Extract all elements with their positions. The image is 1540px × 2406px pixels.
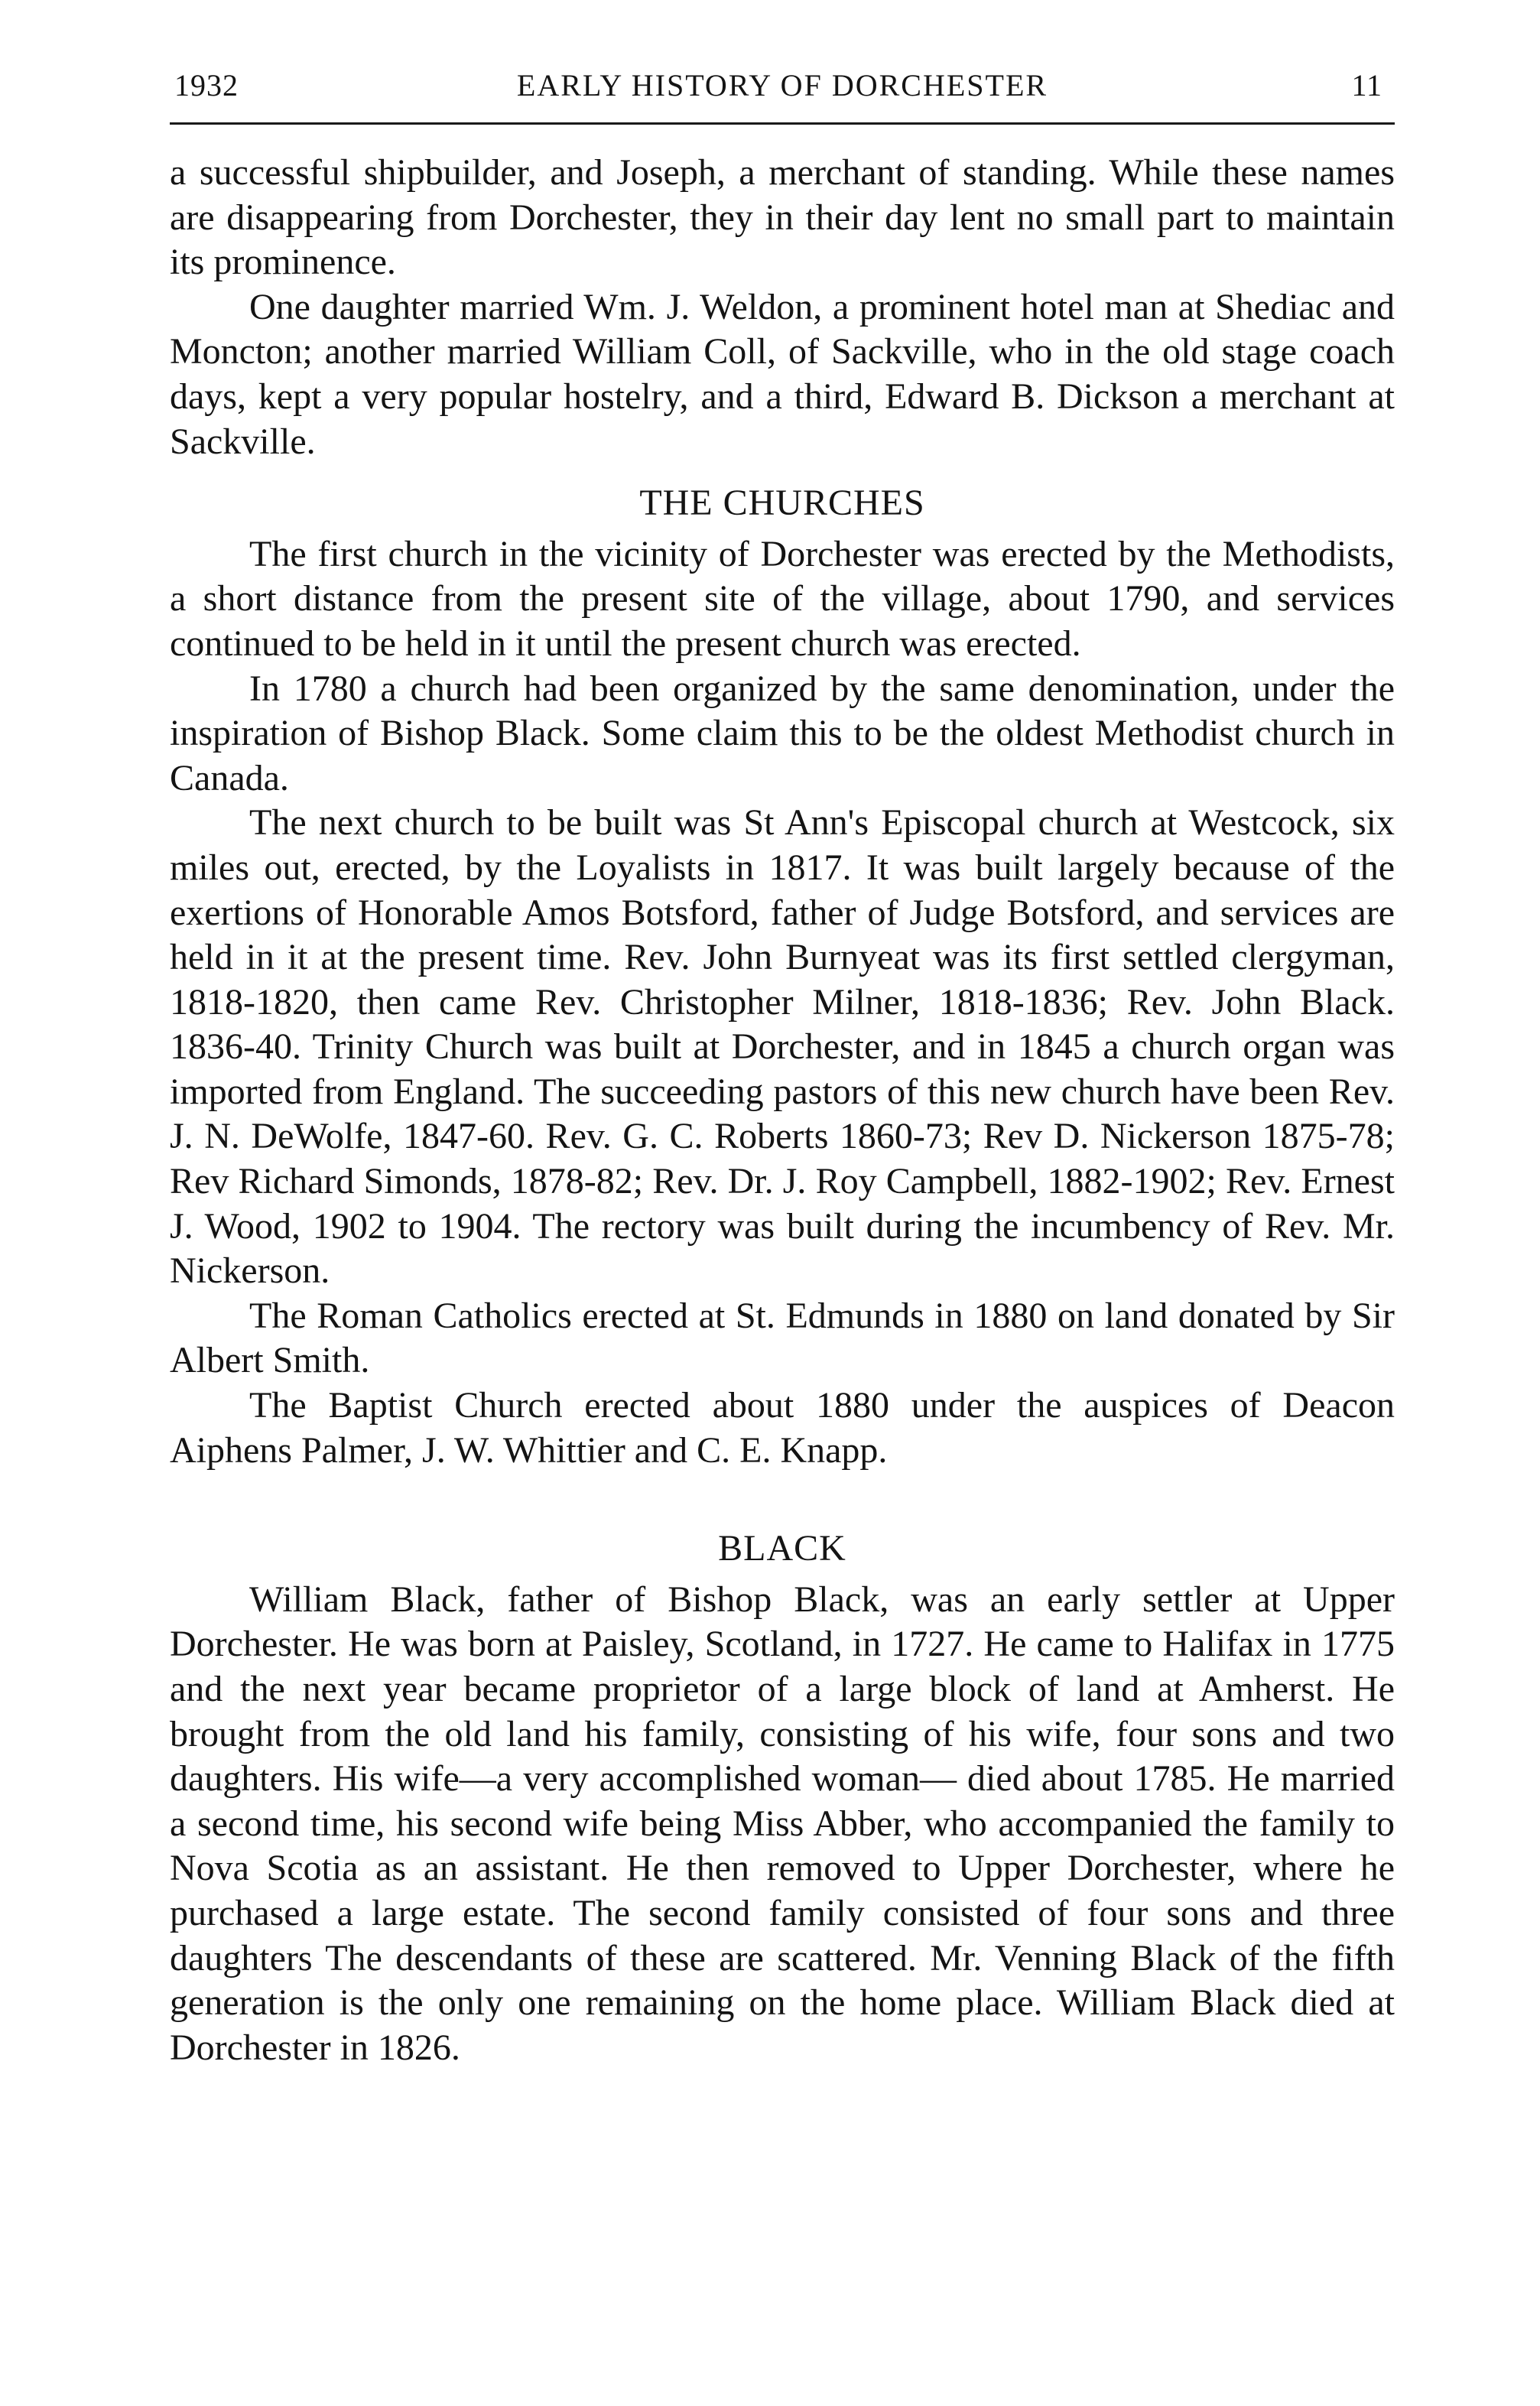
paragraph: The first church in the vicinity of Dorchester was erected by the Methodists, a short distance from the present site of the village, about 1790, and services continued to be held in it until the present church was erected.	[170, 533, 1395, 664]
paragraph: The next church to be built was St Ann's Episcopal church at Westcock, six miles out, erected, by the Loyalists in 1817. It was built largely because of the exertions of Honorable Amos Botsford, father of Judge Botsford, and services are held in it at the present time. Rev. John Burnyeat was its first settled clergyman, 1818-1820, then came Rev. Christopher Milner, 1818-1836; Rev. John Black. 1836-40. Trinity Church was built at Dorchester, and in 1845 a church organ was imported from England. The succeeding pastors of this new church have been Rev. J. N. DeWolfe, 1847-60. Rev. G. C. Roberts 1860-73; Rev D. Nickerson 1875-78; Rev Richard Simonds, 1878-82; Rev. Dr. J. Roy Campbell, 1882-1902; Rev. Ernest J. Wood, 1902 to 1904. The rectory was built during the incumbency of Rev. Mr. Nickerson.	[170, 802, 1395, 1292]
header-rule	[170, 122, 1395, 125]
header-year: 1932	[174, 68, 239, 102]
paragraph: The Baptist Church erected about 1880 under the auspices of Deacon Aiphens Palmer, J. W. Whittier and C. E. Knapp.	[170, 1385, 1395, 1471]
section-heading-black: BLACK	[718, 1528, 846, 1569]
paragraph: In 1780 a church had been organized by the same denomination, under the inspiration of Bishop Black. Some claim this to be the oldest Methodist church in Canada.	[170, 668, 1395, 798]
page-body	[170, 151, 1395, 2070]
section-heading-churches: THE CHURCHES	[639, 483, 925, 524]
paragraph: William Black, father of Bishop Black, was an early settler at Upper Dorchester. He was born at Paisley, Scotland, in 1727. He came to Halifax in 1775 and the next year became proprietor of a large block of land at Amherst. He brought from the old land his family, consisting of his wife, four sons and two daughters. His wife—a very accomplished woman— died about 1785. He married a second time, his second wife being Miss Abber, who accompanied the family to Nova Scotia as an assistant. He then removed to Upper Dorchester, where he purchased a large estate. The second family consisted of four sons and three daughters The descendants of these are scattered. Mr. Venning Black of the fifth generation is the only one remaining on the home place. William Black died at Dorchester in 1826.	[170, 1579, 1395, 2068]
paragraph: a successful shipbuilder, and Joseph, a merchant of standing. While these names are disappearing from Dorchester, they in their day lent no small part to maintain its prominence.	[170, 152, 1395, 283]
paragraph: The Roman Catholics erected at St. Edmunds in 1880 on land donated by Sir Albert Smith.	[170, 1295, 1395, 1381]
book-page	[170, 67, 1395, 2070]
paragraph: One daughter married Wm. J. Weldon, a prominent hotel man at Shediac and Moncton; another married William Coll, of Sackville, who in the old stage coach days, kept a very popular hostelry, and a third, Edward B. Dickson a merchant at Sackville.	[170, 286, 1395, 462]
page-number: 11	[1351, 68, 1382, 102]
running-head	[170, 67, 1395, 116]
header-title: EARLY HISTORY OF DORCHESTER	[516, 68, 1048, 102]
